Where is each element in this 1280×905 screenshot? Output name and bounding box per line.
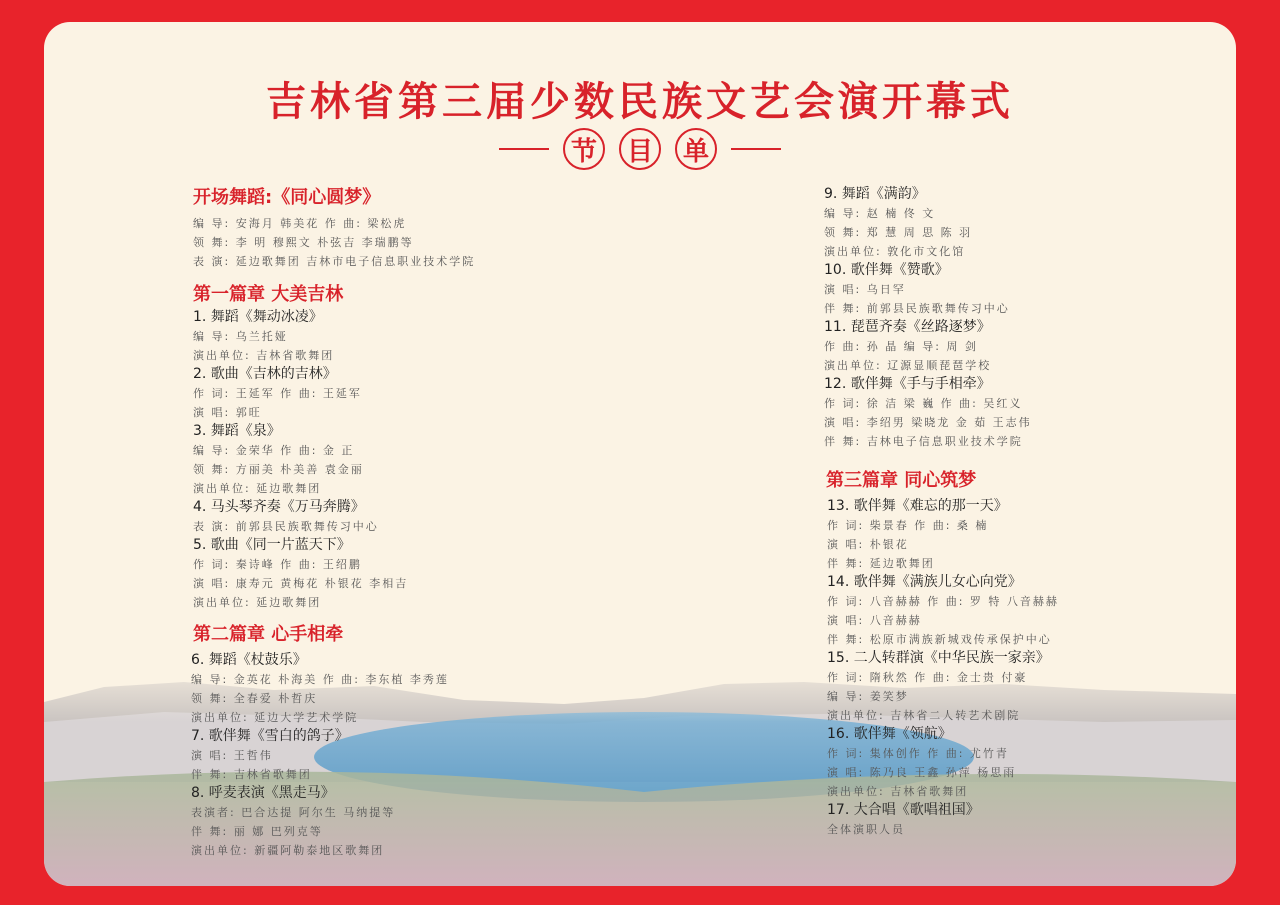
opening-section: [193, 183, 475, 271]
credit-line: 作 词: 隋秋然 作 曲: 金士贵 付豪: [827, 671, 1028, 684]
credit-line: 编 导: 乌兰托娅: [193, 330, 288, 343]
credit-line: 演 唱: 王哲伟: [191, 749, 273, 762]
program-title: 2. 歌曲《吉林的吉林》: [193, 366, 337, 382]
program-list: [827, 497, 1059, 839]
credit-line: 伴 舞: 延边歌舞团: [827, 557, 935, 570]
program-list: [824, 185, 1032, 451]
credit-line: 编 导: 赵 楠 佟 文: [824, 207, 936, 220]
program-title: 15. 二人转群演《中华民族一家亲》: [827, 650, 1050, 666]
opening-title: 开场舞蹈:《同心圆梦》: [193, 187, 381, 208]
program-title: 7. 歌伴舞《雪白的鸽子》: [191, 728, 349, 744]
program-title: 11. 琵琶齐奏《丝路逐梦》: [824, 319, 991, 335]
credit-line: 作 曲: 孙 晶 编 导: 周 剑: [824, 340, 978, 353]
credit-line: 领 舞: 全春爱 朴哲庆: [191, 692, 318, 705]
program-title: 5. 歌曲《同一片蓝天下》: [193, 537, 351, 553]
program-item: [824, 375, 1032, 451]
program-item: [827, 725, 1059, 801]
credit-line: 演 唱: 郭旺: [193, 406, 262, 419]
credit-line: 作 词: 八音赫赫 作 曲: 罗 特 八音赫赫: [827, 595, 1059, 608]
credit-line: 领 舞: 郑 慧 周 思 陈 羽: [824, 226, 973, 239]
program-title: 14. 歌伴舞《满族儿女心向党》: [827, 574, 1022, 590]
program-item: [193, 365, 408, 422]
credit-line: 领 舞: 李 明 穆熙文 朴弦吉 李瑞鹏等: [193, 236, 414, 249]
credit-line: 编 导: 安海月 韩美花 作 曲: 梁松虎: [193, 217, 407, 230]
credit-line: 表 演: 延边歌舞团 吉林市电子信息职业技术学院: [193, 255, 476, 268]
program-item: [191, 727, 449, 784]
left-column: [44, 22, 644, 886]
program-item: [824, 261, 1032, 318]
program-item: [193, 536, 408, 612]
credit-line: 编 导: 金英花 朴海美 作 曲: 李东植 李秀莲: [191, 673, 449, 686]
program-title: 17. 大合唱《歌唱祖国》: [827, 802, 980, 818]
program-item: [193, 498, 408, 536]
credit-line: 演出单位: 新疆阿勒泰地区歌舞团: [191, 844, 385, 857]
chapter-title: 第一篇章 大美吉林: [193, 284, 344, 305]
credit-line: 作 词: 柴景春 作 曲: 桑 楠: [827, 519, 989, 532]
program-title: 4. 马头琴齐奏《万马奔腾》: [193, 499, 365, 515]
credit-line: 演出单位: 延边大学艺术学院: [191, 711, 359, 724]
credit-line: 演出单位: 延边歌舞团: [193, 596, 322, 609]
credit-line: 作 词: 集体创作 作 曲: 尤竹青: [827, 747, 1009, 760]
credit-line: 演出单位: 吉林省二人转艺术剧院: [827, 709, 1021, 722]
program-item: [824, 318, 1032, 375]
program-title: 16. 歌伴舞《领航》: [827, 726, 952, 742]
credit-line: 演出单位: 辽源显顺琵琶学校: [824, 359, 992, 372]
credit-line: 伴 舞: 吉林省歌舞团: [191, 768, 312, 781]
credit-line: 作 词: 秦诗峰 作 曲: 王绍鹏: [193, 558, 362, 571]
program-item: [827, 497, 1059, 573]
credit-line: 演 唱: 八音赫赫: [827, 614, 922, 627]
program-item: [193, 308, 408, 365]
credit-line: 演 唱: 李绍男 梁晓龙 金 茹 王志伟: [824, 416, 1032, 429]
credit-line: 表演者: 巴合达提 阿尔生 马纳提等: [191, 806, 396, 819]
credit-line: 伴 舞: 吉林电子信息职业技术学院: [824, 435, 1023, 448]
program-title: 1. 舞蹈《舞动冰凌》: [193, 309, 323, 325]
program-item: [191, 651, 449, 727]
credit-line: 演 唱: 康寿元 黄梅花 朴银花 李相吉: [193, 577, 409, 590]
credit-line: 演出单位: 吉林省歌舞团: [827, 785, 969, 798]
program-item: [193, 422, 408, 498]
credit-line: 演 唱: 乌日罕: [824, 283, 906, 296]
credit-line: 伴 舞: 松原市满族新城戏传承保护中心: [827, 633, 1052, 646]
program-title: 9. 舞蹈《满韵》: [824, 186, 926, 202]
heading-char: 目: [619, 128, 661, 170]
program-item: [827, 649, 1059, 725]
program-item: [827, 801, 1059, 839]
program-title: 12. 歌伴舞《手与手相牵》: [824, 376, 991, 392]
credit-line: 表 演: 前郭县民族歌舞传习中心: [193, 520, 379, 533]
heading-char: 节: [563, 128, 605, 170]
credit-line: 作 词: 王延军 作 曲: 王延军: [193, 387, 362, 400]
program-title: 8. 呼麦表演《黑走马》: [191, 785, 335, 801]
credit-line: 作 词: 徐 洁 梁 巍 作 曲: 吴红义: [824, 397, 1023, 410]
credit-line: 编 导: 金荣华 作 曲: 金 正: [193, 444, 355, 457]
heading-char: 单: [675, 128, 717, 170]
credit-line: 伴 舞: 前郭县民族歌舞传习中心: [824, 302, 1010, 315]
credit-line: 演出单位: 延边歌舞团: [193, 482, 322, 495]
credit-line: 演出单位: 敦化市文化馆: [824, 245, 966, 258]
credit-line: 演出单位: 吉林省歌舞团: [193, 349, 335, 362]
chapter-title: 第三篇章 同心筑梦: [826, 470, 977, 491]
program-title: 13. 歌伴舞《难忘的那一天》: [827, 498, 1008, 514]
credit-line: 领 舞: 方丽美 朴美善 袁金丽: [193, 463, 364, 476]
program-item: [827, 573, 1059, 649]
right-column: [644, 22, 1236, 886]
credit-line: 演 唱: 朴银花: [827, 538, 909, 551]
program-title: 10. 歌伴舞《赞歌》: [824, 262, 949, 278]
credit-line: 演 唱: 陈乃良 王鑫 孙萍 杨思雨: [827, 766, 1017, 779]
credit-line: 全体演职人员: [827, 823, 905, 836]
credit-line: 伴 舞: 丽 娜 巴列克等: [191, 825, 323, 838]
page-title: 吉林省第三届少数民族文艺会演开幕式: [266, 79, 1014, 125]
program-card: [44, 22, 1236, 886]
program-list: [193, 308, 408, 612]
program-title: 6. 舞蹈《杖鼓乐》: [191, 652, 307, 668]
program-item: [191, 784, 449, 860]
program-list: [191, 651, 449, 860]
program-item: [824, 185, 1032, 261]
opening-credits: [193, 214, 475, 271]
credit-line: 编 导: 姜笑梦: [827, 690, 909, 703]
program-title: 3. 舞蹈《泉》: [193, 423, 281, 439]
chapter-title: 第二篇章 心手相牵: [193, 624, 344, 645]
